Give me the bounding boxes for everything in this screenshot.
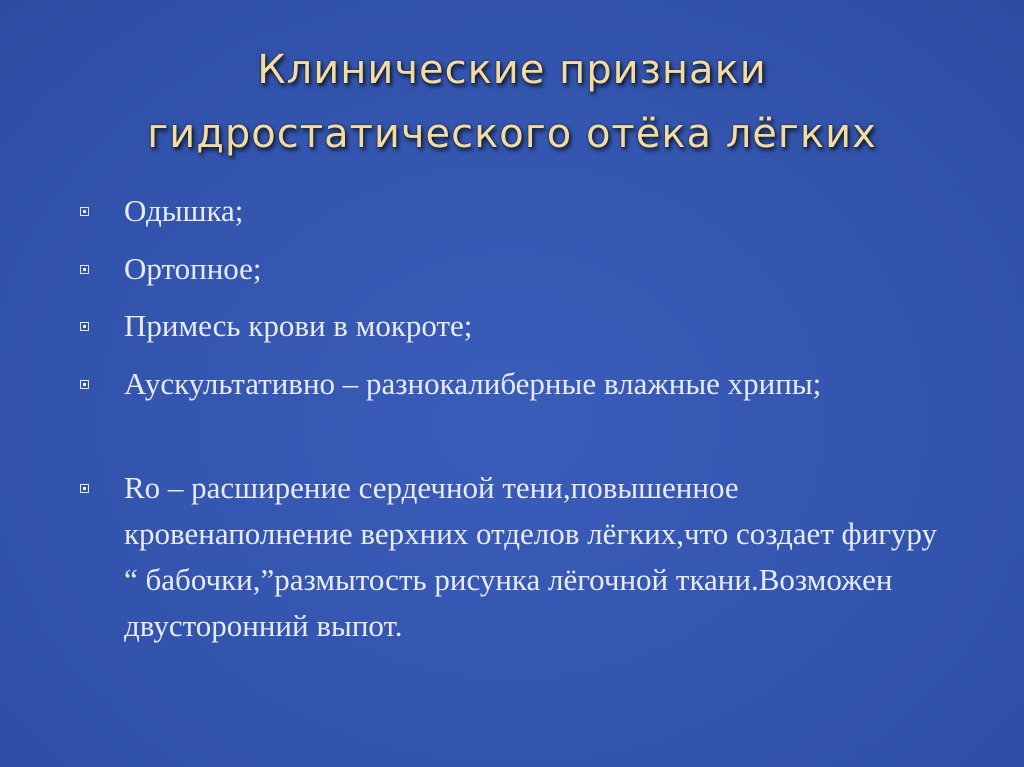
bullet-text: Ro – расширение сердечной тени,повышенное кровенаполнение верхних отделов лёгких,что создает фигуру “ бабочки,”размытость рисунка лёгочной ткани.Возможен двусторонний выпот. bbox=[124, 470, 938, 643]
title-line-2: гидростатического отёка лёгких bbox=[147, 111, 877, 157]
bullet-text: Аускультативно – разнокалиберные влажные хрипы; bbox=[124, 366, 822, 401]
slide-title bbox=[40, 38, 984, 166]
square-bullet-icon bbox=[80, 265, 89, 274]
bullet-text: Примесь крови в мокроте; bbox=[124, 308, 473, 343]
square-bullet-icon bbox=[80, 484, 89, 493]
title-line-1: Клинические признаки bbox=[257, 47, 767, 93]
square-bullet-icon bbox=[80, 380, 89, 389]
bullet-text: Ортопное; bbox=[124, 251, 262, 286]
square-bullet-icon bbox=[80, 207, 89, 216]
square-bullet-icon bbox=[80, 322, 89, 331]
bullet-text: Одышка; bbox=[124, 193, 244, 228]
